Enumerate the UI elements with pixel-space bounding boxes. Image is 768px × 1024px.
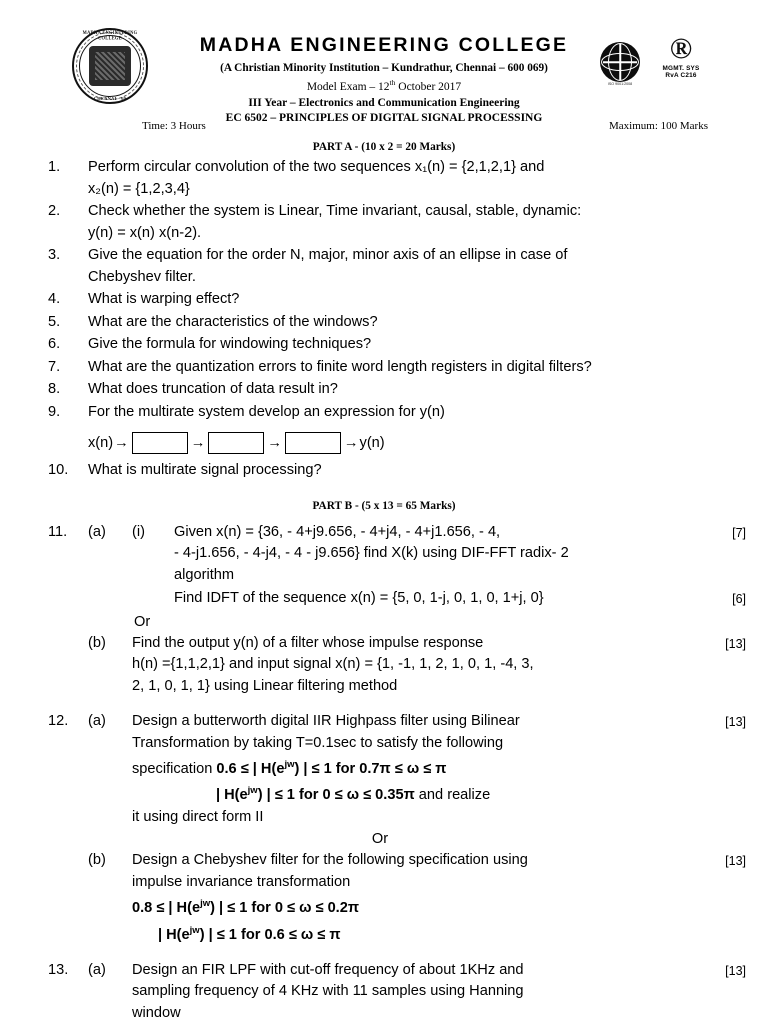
spec-bold: 0.8 ≤ | H(e [132, 900, 201, 917]
spec-superscript: jw [247, 785, 258, 797]
diagram-arrow-icon: → [267, 435, 282, 451]
diagram-input-label: x(n) [88, 435, 114, 451]
question-line: h(n) ={1,1,2,1} and input signal x(n) = {1, -1, 1, 2, 1, 0, 1, -4, 3, [132, 656, 534, 672]
globe-equator-ring [601, 53, 639, 71]
question-text: What does truncation of data result in? [88, 381, 338, 397]
part-a-question-list [0, 157, 768, 423]
question-number: 7. [48, 358, 61, 375]
question-number: 9. [48, 403, 61, 420]
seal-top-text: MADHA ENGINEERING COLLEGE [82, 29, 138, 41]
question-line: Design an FIR LPF with cut-off frequency of about 1KHz and [132, 961, 524, 978]
part-b-heading: PART B - (5 x 13 = 65 Marks) [312, 499, 456, 512]
certification-line-2: RvA C216 [665, 72, 697, 79]
section-spacer [48, 699, 746, 711]
question-line-spec-2 [132, 780, 712, 806]
exam-date-pre: Model Exam – 12 [306, 80, 390, 93]
question-item [48, 357, 746, 379]
subquestion-letter: (a) [88, 523, 106, 540]
question-item [48, 201, 746, 244]
question-line-spec-2 [132, 920, 712, 946]
question-text: For the multirate system develop an expression for y(n) [88, 403, 445, 420]
question-item [48, 157, 746, 200]
question-item [48, 334, 746, 356]
seal-bottom-text: CHENNAI - 69 [93, 96, 127, 101]
question-line: Check whether the system is Linear, Time invariant, causal, stable, dynamic: [88, 203, 582, 219]
certification-mark-icon: ® [669, 32, 693, 65]
question-line: 2, 1, 0, 1, 1} using Linear filtering method [132, 677, 398, 694]
question-12b-row [48, 850, 746, 946]
question-number: 5. [48, 313, 61, 330]
question-item [48, 245, 746, 288]
question-11b-row [48, 633, 746, 698]
diagram-arrow-icon: → [190, 435, 206, 451]
part-a-question-10-wrap [0, 460, 768, 482]
question-body [132, 633, 712, 698]
part-b-question-list [0, 522, 768, 1024]
question-number: 6. [48, 336, 61, 352]
college-name: MADHA ENGINEERING COLLEGE [199, 34, 569, 56]
question-body [132, 960, 712, 1024]
question-text: What are the characteristics of the windows? [88, 313, 378, 330]
globe-meridian-ring [608, 43, 632, 81]
subquestion-roman: (i) [132, 523, 145, 540]
question-11a-row [48, 522, 746, 587]
question-line: Given x(n) = {36, - 4+j9.656, - 4+j4, - 4+j1.656, - 4, [174, 523, 501, 540]
subquestion-letter: (b) [88, 852, 106, 869]
question-number: 13. [48, 961, 69, 978]
section-spacer [0, 483, 768, 495]
question-12a-row [48, 711, 746, 828]
question-body [132, 850, 712, 946]
spec-bold: | H(e [158, 926, 190, 943]
subject-line: EC 6502 – PRINCIPLES OF DIGITAL SIGNAL PROCESSING [225, 111, 543, 124]
marks-badge: [13] [725, 636, 746, 651]
page-header [0, 0, 768, 124]
question-line-spec-1 [132, 893, 712, 919]
question-line: sampling frequency of 4 KHz with 11 samples using Hanning [132, 983, 524, 1000]
diagram-arrow-icon: → [114, 435, 129, 451]
marks-badge: [13] [725, 963, 746, 978]
spec-superscript: jw [189, 924, 200, 936]
question-number: 4. [48, 291, 61, 307]
question-line: Give the equation for the order N, major, minor axis of an ellipse in case of [88, 247, 568, 263]
question-number: 12. [48, 713, 69, 729]
question-item [48, 379, 746, 401]
question-text: What is warping effect? [88, 291, 240, 307]
exam-date-superscript: th [389, 78, 396, 87]
spec-prefix: specification [132, 760, 217, 777]
marks-badge: [13] [725, 715, 746, 729]
section-spacer [48, 948, 746, 960]
question-line: Find the output y(n) of a filter whose impulse response [132, 634, 484, 651]
diagram-block [285, 432, 341, 454]
question-text: What are the quantization errors to finite word length registers in digital filters? [88, 358, 592, 375]
exam-date-post: October 2017 [395, 80, 462, 93]
spec-bold-tail: ) | ≤ 1 for 0 ≤ ω ≤ 0.35π [257, 787, 415, 804]
question-11a-ii-row [48, 588, 746, 611]
question-line-spec-1 [132, 754, 712, 780]
question-item [48, 460, 746, 482]
exam-duration: Time: 3 Hours [142, 120, 206, 132]
certification-logo [652, 34, 710, 92]
diagram-block [208, 432, 264, 454]
marks-badge: [6] [732, 592, 746, 606]
college-subtitle: (A Christian Minority Institution – Kundrathur, Chennai – 600 069) [220, 62, 548, 74]
question-text [88, 157, 746, 200]
question-13a-row [48, 960, 746, 1024]
question-number: 3. [48, 247, 61, 263]
year-branch-line: III Year – Electronics and Communication Engineering [248, 96, 520, 109]
question-text: What is multirate signal processing? [88, 462, 322, 478]
globe-circle-shape [600, 42, 640, 82]
question-line: it using direct form II [132, 808, 264, 825]
spec-suffix: and realize [414, 787, 491, 804]
spec-bold: 0.6 ≤ | H(e [216, 760, 285, 777]
seal-emblem-icon [89, 46, 131, 86]
subquestion-letter: (a) [88, 961, 106, 978]
question-line: Perform circular convolution of the two sequences x₁(n) = {2,1,2,1} and [88, 159, 545, 175]
subquestion-letter: (a) [88, 713, 106, 729]
exam-meta-row [0, 120, 768, 136]
question-line: Design a Chebyshev filter for the following specification using [132, 852, 528, 869]
spec-bold: | H(e [216, 787, 248, 804]
question-line: window [132, 1004, 181, 1021]
question-text [88, 201, 746, 244]
question-item [48, 289, 746, 311]
question-line: Chebyshev filter. [88, 268, 196, 285]
diagram-arrow-icon: → [343, 435, 359, 451]
question-number: 8. [48, 381, 61, 397]
question-number: 1. [48, 159, 61, 175]
or-separator: Or [371, 831, 389, 848]
question-line: y(n) = x(n) x(n-2). [88, 224, 202, 241]
question-item [48, 402, 746, 424]
college-seal-logo [72, 28, 148, 104]
question-text: Give the formula for windowing techniques? [88, 336, 372, 352]
question-body: Find IDFT of the sequence x(n) = {5, 0, 1-j, 0, 1, 0, 1+j, 0} [174, 590, 544, 606]
question-body [174, 522, 712, 587]
globe-icon [600, 42, 640, 86]
question-body [132, 711, 712, 828]
question-number: 11. [48, 523, 68, 540]
spec-superscript: jw [284, 759, 295, 770]
or-separator: Or [134, 613, 151, 630]
question-line: - 4-j1.656, - 4-j4, - 4 - j9.656} find X(k) using DIF-FFT radix- 2 [174, 545, 569, 561]
spec-bold-tail: ) | ≤ 1 for 0.7π ≤ ω ≤ π [294, 760, 447, 777]
subquestion-letter: (b) [88, 634, 106, 651]
question-item [48, 312, 746, 334]
question-number: 2. [48, 203, 61, 219]
question-text [88, 245, 746, 288]
diagram-output-label: y(n) [359, 435, 385, 451]
question-line: Design a butterworth digital IIR Highpass filter using Bilinear [132, 713, 520, 729]
exam-max-marks: Maximum: 100 Marks [609, 120, 708, 132]
question-line: Transformation by taking T=0.1sec to satisfy the following [132, 734, 504, 751]
question-line: impulse invariance transformation [132, 873, 351, 890]
spec-bold-tail: ) | ≤ 1 for 0.6 ≤ ω ≤ π [199, 926, 341, 943]
question-line: algorithm [174, 566, 235, 583]
diagram-block [132, 432, 188, 454]
globe-caption: ISO 9001:2008 [607, 82, 633, 86]
question-line: x₂(n) = {1,2,3,4} [88, 180, 190, 197]
multirate-system-diagram [0, 432, 768, 454]
question-number: 10. [48, 462, 69, 478]
marks-badge: [7] [732, 525, 746, 540]
part-a-heading: PART A - (10 x 2 = 20 Marks) [312, 141, 456, 153]
certification-line-1: MGMT. SYS [662, 65, 700, 72]
spec-bold-tail: ) | ≤ 1 for 0 ≤ ω ≤ 0.2π [210, 900, 360, 917]
marks-badge: [13] [725, 854, 746, 869]
spec-superscript: jw [200, 898, 211, 910]
